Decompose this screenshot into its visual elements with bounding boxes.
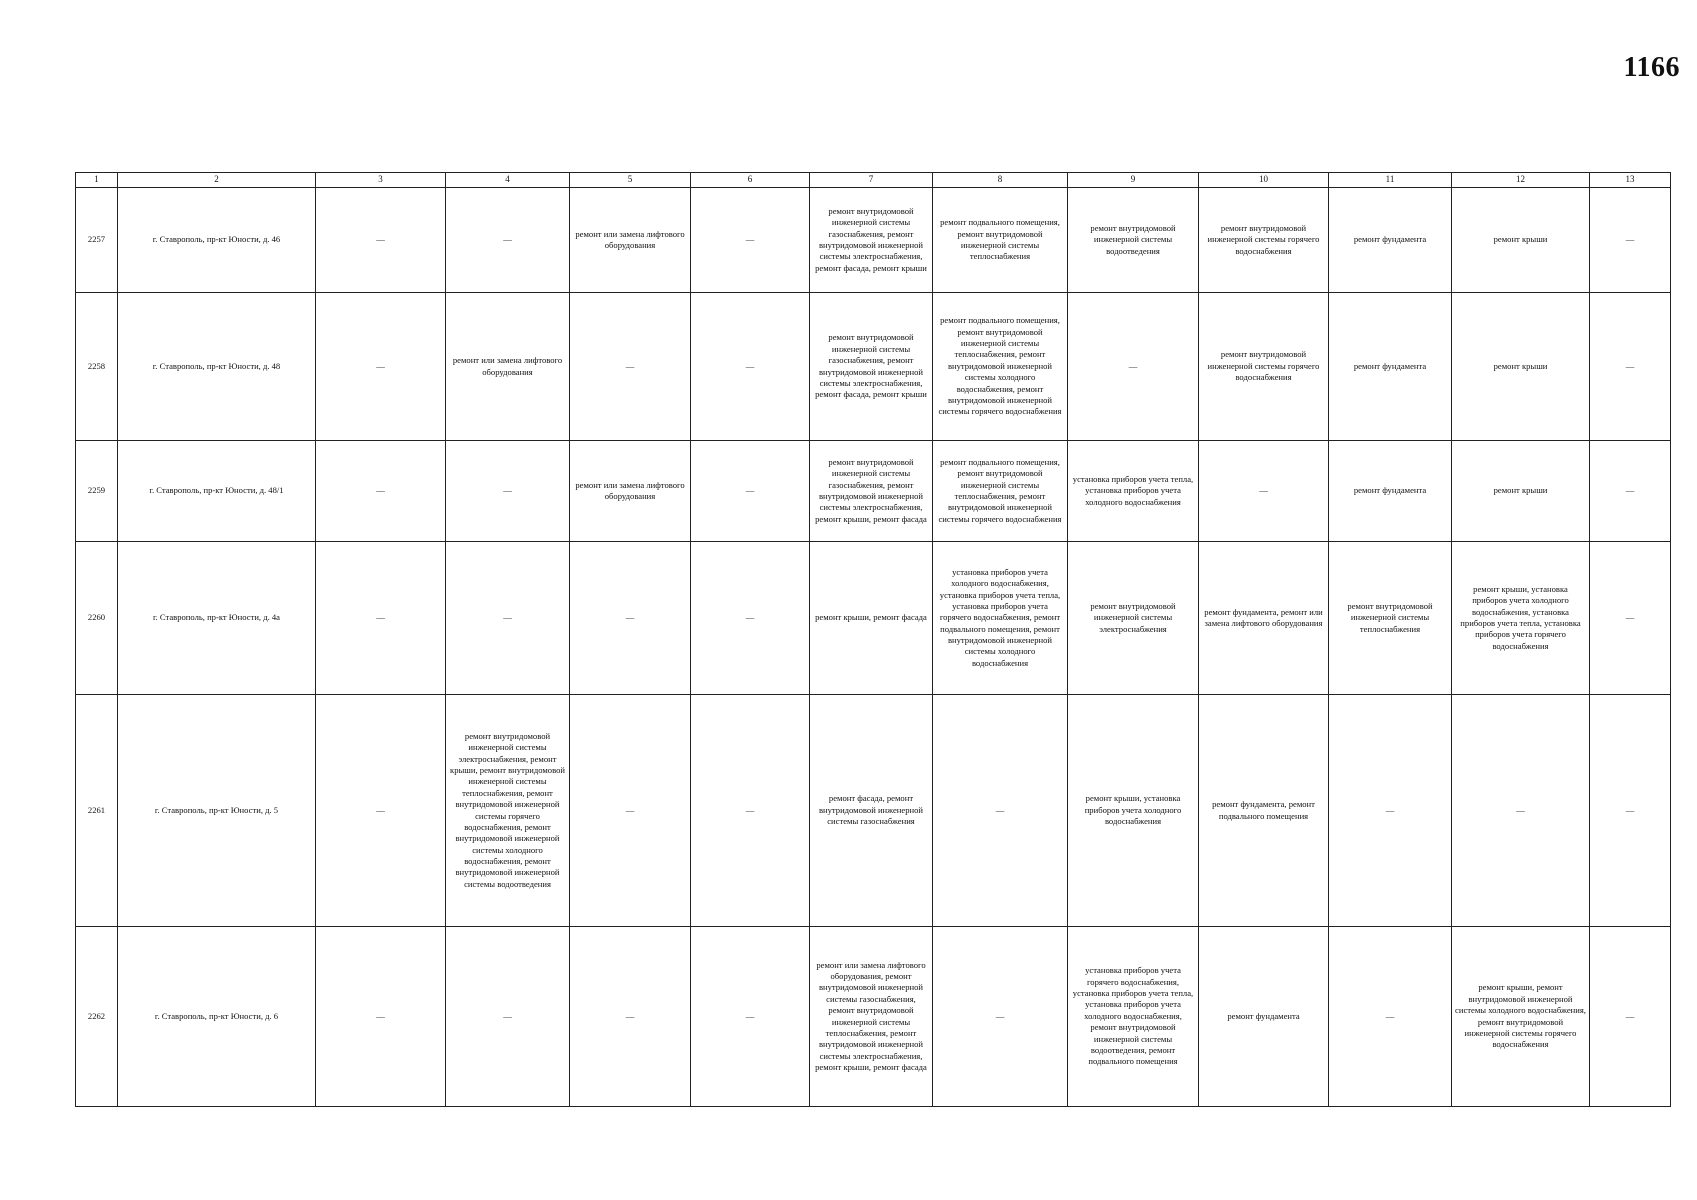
- table-cell: ремонт внутридомовой инженерной системы водоотведения: [1068, 188, 1199, 293]
- table-cell: —: [1590, 188, 1671, 293]
- column-number: 4: [446, 173, 570, 188]
- table-cell: —: [1068, 293, 1199, 441]
- table-cell: ремонт фундамента, ремонт или замена лифтового оборудования: [1199, 542, 1329, 695]
- table-cell: —: [446, 927, 570, 1107]
- table-cell: —: [570, 927, 691, 1107]
- table-cell: —: [1590, 441, 1671, 542]
- table-cell: ремонт фундамента: [1329, 293, 1452, 441]
- column-number: 13: [1590, 173, 1671, 188]
- table-row: [76, 441, 1671, 542]
- page-number: 1166: [1623, 52, 1680, 83]
- column-number: 2: [118, 173, 316, 188]
- column-number: 8: [933, 173, 1068, 188]
- table-cell: —: [691, 542, 810, 695]
- row-number-cell: 2260: [76, 542, 118, 695]
- table-cell: —: [691, 695, 810, 927]
- table-cell: ремонт крыши: [1452, 441, 1590, 542]
- address-cell: г. Ставрополь, пр-кт Юности, д. 48: [118, 293, 316, 441]
- table-row: [76, 927, 1671, 1107]
- table-cell: —: [570, 293, 691, 441]
- table-cell: установка приборов учета горячего водоснабжения, установка приборов учета тепла, установка приборов учета холодного водоснабжения, ремонт внутридомовой инженерной системы водоотведения, ремонт подвального помещения: [1068, 927, 1199, 1107]
- row-number-cell: 2259: [76, 441, 118, 542]
- table-cell: —: [691, 293, 810, 441]
- table-cell: —: [1452, 695, 1590, 927]
- table-cell: ремонт подвального помещения, ремонт внутридомовой инженерной системы теплоснабжения, ремонт внутридомовой инженерной системы холодного водоснабжения, ремонт внутридомовой инженерной системы горячего водоснабжения: [933, 293, 1068, 441]
- table-cell: ремонт крыши, ремонт фасада: [810, 542, 933, 695]
- table-cell: —: [316, 441, 446, 542]
- table-cell: —: [691, 188, 810, 293]
- address-cell: г. Ставрополь, пр-кт Юности, д. 6: [118, 927, 316, 1107]
- table-cell: ремонт внутридомовой инженерной системы электроснабжения, ремонт крыши, ремонт внутридомовой инженерной системы теплоснабжения, ремонт внутридомовой инженерной системы горячего водоснабжения, ремонт внутридомовой инженерной системы холодного водоснабжения, ремонт внутридомовой инженерной системы водоотведения: [446, 695, 570, 927]
- table-cell: —: [1329, 927, 1452, 1107]
- table-cell: —: [1329, 695, 1452, 927]
- column-number: 1: [76, 173, 118, 188]
- table-cell: —: [316, 695, 446, 927]
- table-cell: —: [1590, 927, 1671, 1107]
- table-cell: —: [691, 927, 810, 1107]
- column-number: 12: [1452, 173, 1590, 188]
- address-cell: г. Ставрополь, пр-кт Юности, д. 4а: [118, 542, 316, 695]
- table-cell: —: [446, 441, 570, 542]
- table-cell: —: [316, 188, 446, 293]
- column-number: 6: [691, 173, 810, 188]
- table-row: [76, 188, 1671, 293]
- table-row: [76, 695, 1671, 927]
- table-cell: —: [933, 927, 1068, 1107]
- table-cell: —: [1590, 695, 1671, 927]
- table-cell: ремонт крыши, установка приборов учета холодного водоснабжения: [1068, 695, 1199, 927]
- column-number: 11: [1329, 173, 1452, 188]
- table-cell: —: [933, 695, 1068, 927]
- table-cell: ремонт внутридомовой инженерной системы электроснабжения: [1068, 542, 1199, 695]
- column-number: 9: [1068, 173, 1199, 188]
- row-number-cell: 2257: [76, 188, 118, 293]
- column-number: 5: [570, 173, 691, 188]
- table-cell: установка приборов учета тепла, установка приборов учета холодного водоснабжения: [1068, 441, 1199, 542]
- table-cell: —: [1199, 441, 1329, 542]
- row-number-cell: 2258: [76, 293, 118, 441]
- table-cell: —: [446, 542, 570, 695]
- table-cell: ремонт крыши, ремонт внутридомовой инженерной системы холодного водоснабжения, ремонт внутридомовой инженерной системы горячего водоснабжения: [1452, 927, 1590, 1107]
- table-row: [76, 542, 1671, 695]
- table-cell: ремонт внутридомовой инженерной системы газоснабжения, ремонт внутридомовой инженерной системы электроснабжения, ремонт крыши, ремонт фасада: [810, 441, 933, 542]
- table-cell: ремонт внутридомовой инженерной системы теплоснабжения: [1329, 542, 1452, 695]
- table-cell: ремонт или замена лифтового оборудования: [570, 441, 691, 542]
- table-cell: ремонт крыши: [1452, 188, 1590, 293]
- row-number-cell: 2262: [76, 927, 118, 1107]
- table-cell: —: [1590, 293, 1671, 441]
- table-cell: —: [316, 293, 446, 441]
- table-cell: ремонт подвального помещения, ремонт внутридомовой инженерной системы теплоснабжения: [933, 188, 1068, 293]
- column-number: 10: [1199, 173, 1329, 188]
- table-cell: ремонт внутридомовой инженерной системы горячего водоснабжения: [1199, 293, 1329, 441]
- table-row: [76, 293, 1671, 441]
- table-cell: ремонт фундамента: [1329, 188, 1452, 293]
- table-cell: —: [316, 542, 446, 695]
- table-cell: ремонт внутридомовой инженерной системы газоснабжения, ремонт внутридомовой инженерной системы электроснабжения, ремонт фасада, ремонт крыши: [810, 293, 933, 441]
- column-number: 3: [316, 173, 446, 188]
- table-cell: —: [1590, 542, 1671, 695]
- table-cell: —: [691, 441, 810, 542]
- address-cell: г. Ставрополь, пр-кт Юности, д. 48/1: [118, 441, 316, 542]
- table-cell: ремонт фундамента: [1329, 441, 1452, 542]
- table-cell: ремонт внутридомовой инженерной системы горячего водоснабжения: [1199, 188, 1329, 293]
- table-cell: ремонт крыши: [1452, 293, 1590, 441]
- table-cell: ремонт фундамента: [1199, 927, 1329, 1107]
- address-cell: г. Ставрополь, пр-кт Юности, д. 46: [118, 188, 316, 293]
- table-cell: установка приборов учета холодного водоснабжения, установка приборов учета тепла, установка приборов учета горячего водоснабжения, ремонт подвального помещения, ремонт внутридомовой инженерной системы холодного водоснабжения: [933, 542, 1068, 695]
- table-cell: ремонт крыши, установка приборов учета холодного водоснабжения, установка приборов учета тепла, установка приборов учета горячего водоснабжения: [1452, 542, 1590, 695]
- table-cell: —: [316, 927, 446, 1107]
- table-cell: ремонт внутридомовой инженерной системы газоснабжения, ремонт внутридомовой инженерной системы электроснабжения, ремонт фасада, ремонт крыши: [810, 188, 933, 293]
- table-cell: ремонт или замена лифтового оборудования, ремонт внутридомовой инженерной системы газоснабжения, ремонт внутридомовой инженерной системы теплоснабжения, ремонт внутридомовой инженерной системы электроснабжения, ремонт крыши, ремонт фасада: [810, 927, 933, 1107]
- column-number: 7: [810, 173, 933, 188]
- table-cell: —: [570, 542, 691, 695]
- table-cell: ремонт фасада, ремонт внутридомовой инженерной системы газоснабжения: [810, 695, 933, 927]
- row-number-cell: 2261: [76, 695, 118, 927]
- table-cell: ремонт или замена лифтового оборудования: [570, 188, 691, 293]
- table-cell: —: [570, 695, 691, 927]
- table-cell: ремонт подвального помещения, ремонт внутридомовой инженерной системы теплоснабжения, ремонт внутридомовой инженерной системы горячего водоснабжения: [933, 441, 1068, 542]
- address-cell: г. Ставрополь, пр-кт Юности, д. 5: [118, 695, 316, 927]
- column-number-row: [76, 173, 1671, 188]
- repair-schedule-table: [75, 172, 1671, 1107]
- table-cell: —: [446, 188, 570, 293]
- table-cell: ремонт или замена лифтового оборудования: [446, 293, 570, 441]
- table-cell: ремонт фундамента, ремонт подвального помещения: [1199, 695, 1329, 927]
